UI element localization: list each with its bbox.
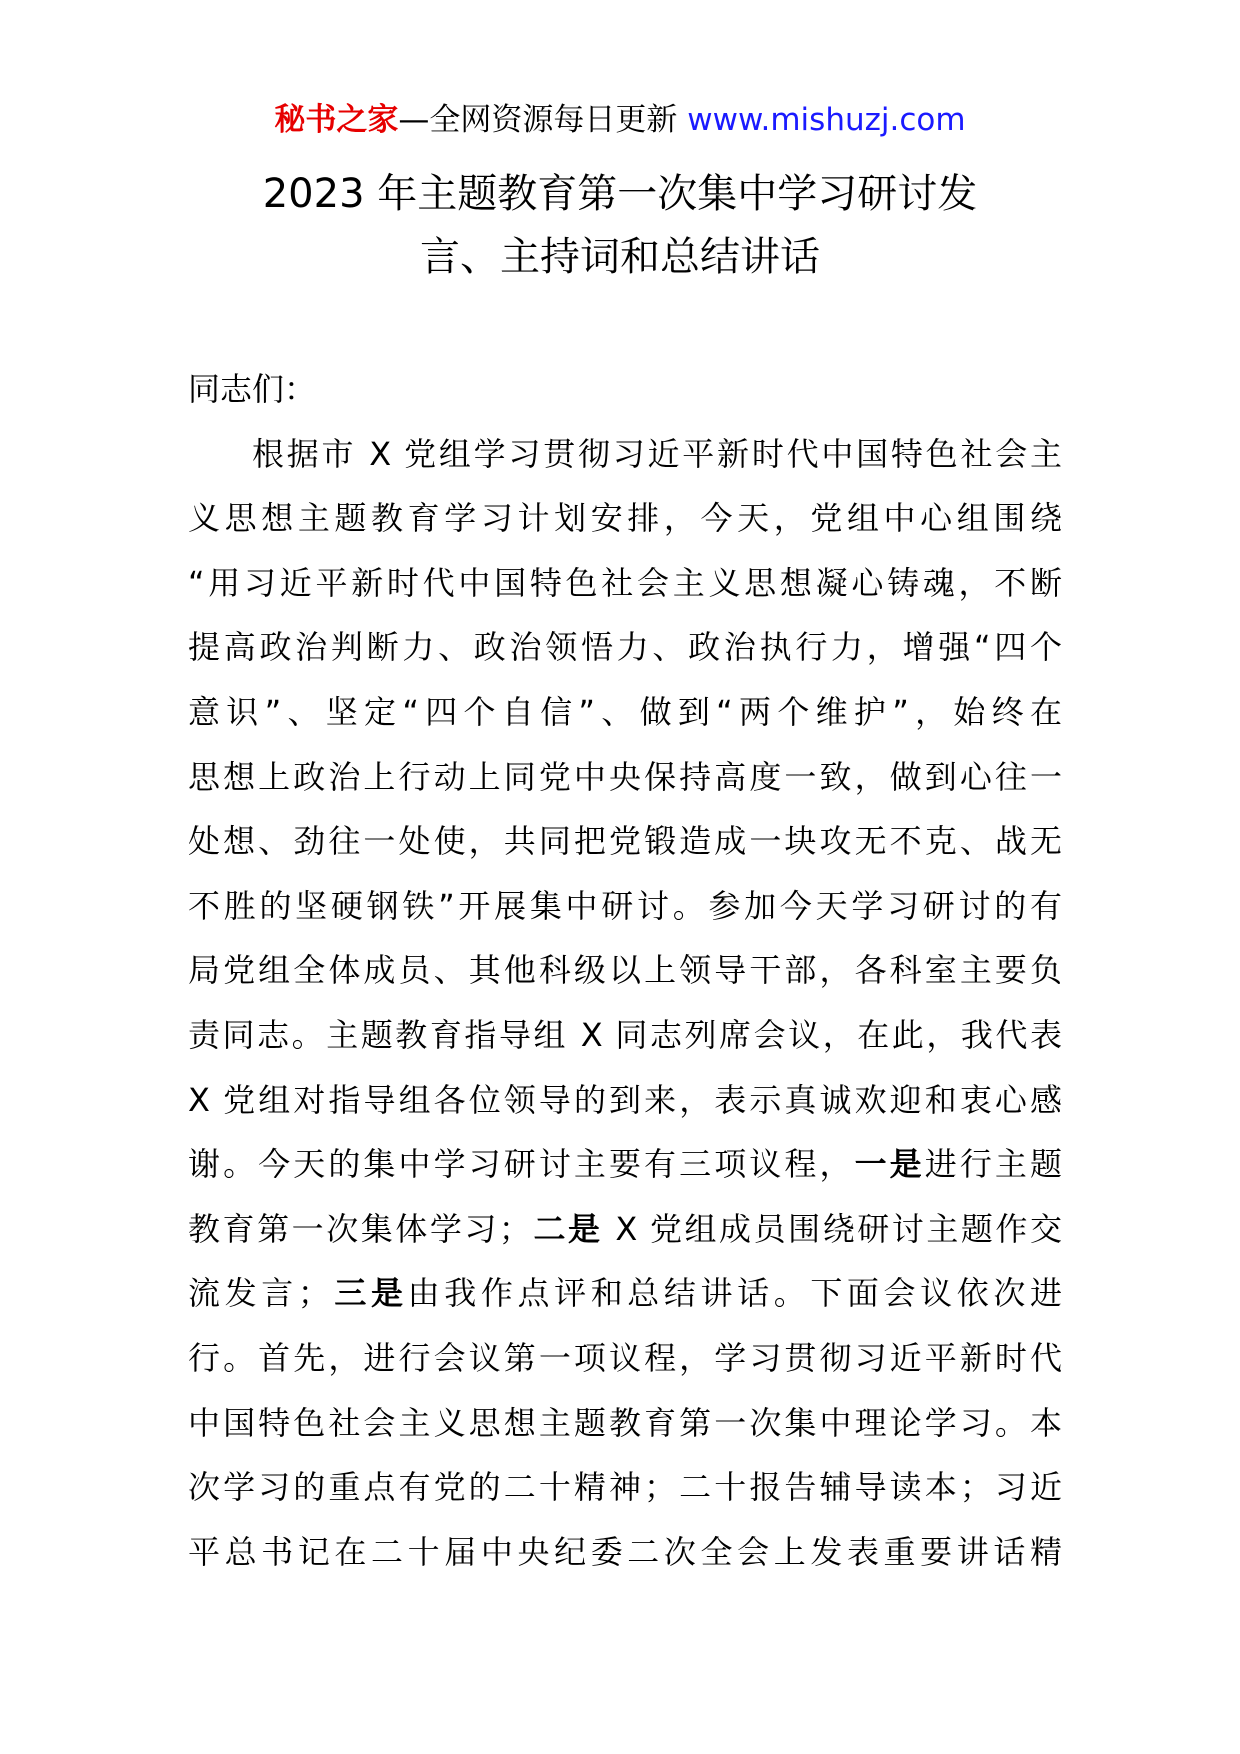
paragraph-line — [188, 551, 1062, 616]
paragraph-line — [188, 745, 1062, 810]
document-title — [150, 163, 1090, 289]
text-run: 思想上政治上行动上同党中央保持高度一致，做到心往一 — [188, 757, 1062, 796]
site-url[interactable]: www.mishuzj.com — [687, 102, 966, 138]
text-run: 进行主题 — [924, 1145, 1062, 1184]
paragraph-line — [188, 1197, 1062, 1262]
title-line-2: 言、主持词和总结讲话 — [420, 234, 820, 280]
paragraph-line — [188, 680, 1062, 745]
text-run: X 党组成员围绕研讨主题作交 — [602, 1209, 1062, 1248]
text-run: 根据市 X 党组学习贯彻习近平新时代中国特色社会主 — [252, 434, 1062, 473]
text-run: 中国特色社会主义思想主题教育第一次集中理论学习。本 — [188, 1403, 1062, 1442]
text-run: “用习近平新时代中国特色社会主义思想凝心铸魂，不断 — [188, 563, 1062, 602]
brand-name: 秘书之家 — [274, 102, 399, 138]
text-run: 行。首先，进行会议第一项议程，学习贯彻习近平新时代 — [188, 1338, 1062, 1377]
title-line-1: 2023 年主题教育第一次集中学习研讨发 — [262, 171, 978, 217]
text-run: 流发言； — [188, 1274, 330, 1313]
text-run: 教育第一次集体学习； — [188, 1209, 531, 1248]
bold-run: 三是 — [329, 1274, 408, 1313]
header-tagline: —全网资源每日更新 — [398, 102, 678, 138]
text-run: 义思想主题教育学习计划安排，今天，党组中心组围绕 — [188, 499, 1062, 538]
paragraph-line — [188, 1391, 1062, 1456]
text-run: 不胜的坚硬钢铁”开展集中研讨。参加今天学习研讨的有 — [188, 886, 1062, 925]
paragraph-line — [188, 1520, 1062, 1585]
text-run: 由我作点评和总结讲话。下面会议依次进 — [407, 1274, 1062, 1313]
bold-run: 一是 — [854, 1145, 925, 1184]
text-run: 提高政治判断力、政治领悟力、政治执行力，增强“四个 — [188, 628, 1062, 667]
paragraph-line — [188, 1261, 1062, 1326]
paragraph-line — [188, 874, 1062, 939]
paragraph-line — [188, 809, 1062, 874]
paragraph-line — [188, 1003, 1062, 1068]
text-run: 局党组全体成员、其他科级以上领导干部，各科室主要负 — [188, 951, 1062, 990]
watermark-header — [0, 100, 1240, 140]
document-body — [188, 357, 1062, 1584]
paragraph-line — [188, 422, 1062, 487]
paragraph-line — [188, 1132, 1062, 1197]
text-run: 次学习的重点有党的二十精神；二十报告辅导读本；习近 — [188, 1468, 1062, 1507]
text-run: 处想、劲往一处使，共同把党锻造成一块攻无不克、战无 — [188, 822, 1062, 861]
paragraph-line — [188, 938, 1062, 1003]
text-run: 意识”、坚定“四个自信”、做到“两个维护”，始终在 — [188, 692, 1062, 731]
paragraph-line — [188, 1326, 1062, 1391]
bold-run: 二是 — [530, 1209, 603, 1248]
text-run: 责同志。主题教育指导组 X 同志列席会议，在此，我代表 — [188, 1015, 1062, 1054]
paragraph-line — [188, 486, 1062, 551]
paragraph-line — [188, 615, 1062, 680]
salutation: 同志们： — [188, 370, 317, 408]
text-run: X 党组对指导组各位领导的到来，表示真诚欢迎和衷心感 — [188, 1080, 1062, 1119]
paragraph-line — [188, 1068, 1062, 1133]
text-run: 平总书记在二十届中央纪委二次全会上发表重要讲话精 — [188, 1532, 1062, 1571]
paragraph-line — [188, 1455, 1062, 1520]
text-run: 谢。今天的集中学习研讨主要有三项议程， — [188, 1145, 855, 1184]
